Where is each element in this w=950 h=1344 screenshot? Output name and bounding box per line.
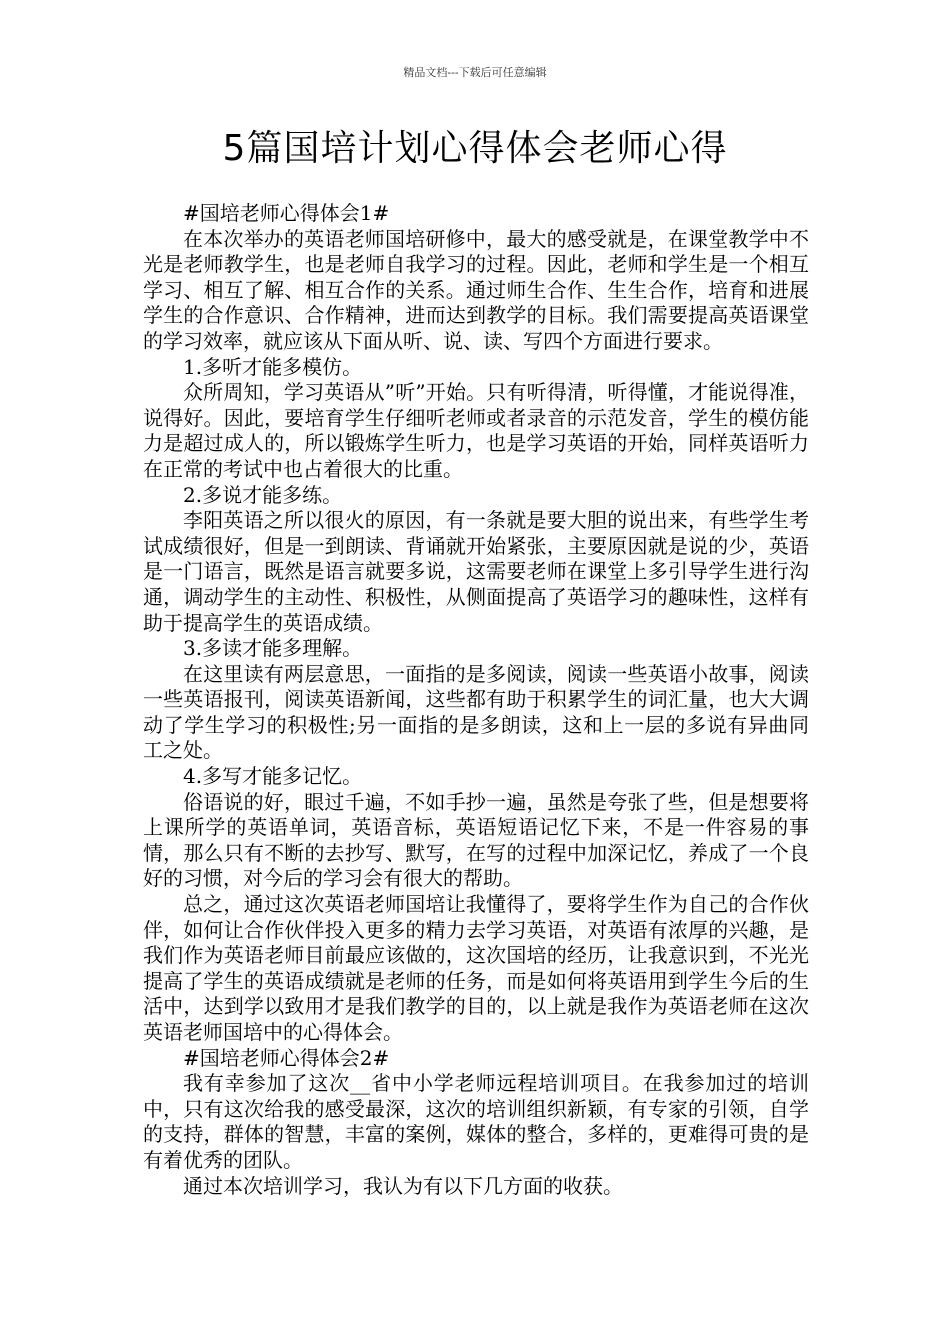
body-paragraph: 我有幸参加了这次__省中小学老师远程培训项目。在我参加过的培训中，只有这次给我的感受最深，这次的培训组织新颖，有专家的引领，自学的支持，群体的智慧，丰富的案例，媒体的整合，多样的，更难得可贵的是有着优秀的团队。	[143, 1071, 809, 1172]
body-paragraph: 李阳英语之所以很火的原因，有一条就是要大胆的说出来，有些学生考试成绩很好，但是一到朗读、背诵就开始紧张，主要原因就是说的少，英语是一门语言，既然是语言就要多说，这需要老师在课堂上多引导学生进行沟通，调动学生的主动性、积极性，从侧面提高了英语学习的趣味性，这样有助于提高学生的英语成绩。	[143, 508, 809, 635]
body-paragraph: 俗语说的好，眼过千遍，不如手抄一遍，虽然是夸张了些，但是想要将上课所学的英语单词，英语音标，英语短语记忆下来，不是一件容易的事情，那么只有不断的去抄写、默写，在写的过程中加深记忆，养成了一个良好的习惯，对今后的学习会有很大的帮助。	[143, 789, 809, 891]
document-title: 5篇国培计划心得体会老师心得	[222, 128, 728, 169]
body-paragraph: 在这里读有两层意思，一面指的是多阅读，阅读一些英语小故事，阅读一些英语报刊，阅读英语新闻，这些都有助于积累学生的词汇量，也大大调动了学生学习的积极性;另一面指的是多朗读，这和上一层的多说有异曲同工之处。	[143, 661, 809, 763]
subheading-writing: 4.多写才能多记忆。	[183, 764, 363, 789]
subheading-listening: 1.多听才能多模仿。	[183, 354, 363, 379]
section-heading-1: #国培老师心得体会1#	[183, 201, 390, 225]
subheading-speaking: 2.多说才能多练。	[183, 482, 343, 507]
header-note: 精品文档---下载后可任意编辑	[403, 66, 547, 79]
body-paragraph: 通过本次培训学习，我认为有以下几方面的收获。	[183, 1173, 623, 1198]
body-paragraph: 总之，通过这次英语老师国培让我懂得了，要将学生作为自己的合作伙伴，如何让合作伙伴投入更多的精力去学习英语，对英语有浓厚的兴趣，是我们作为英语老师目前最应该做的，这次国培的经历，让我意识到，不光光提高了学生的英语成绩就是老师的任务，而是如何将英语用到学生今后的生活中，达到学以致用才是我们教学的目的，以上就是我作为英语老师在这次英语老师国培中的心得体会。	[143, 892, 809, 1044]
body-paragraph: 在本次举办的英语老师国培研修中，最大的感受就是，在课堂教学中不光是老师教学生，也是老师自我学习的过程。因此，老师和学生是一个相互学习、相互了解、相互合作的关系。通过师生合作、生生合作，培育和进展学生的合作意识、合作精神，进而达到教学的目标。我们需要提高英语课堂的学习效率，就应该从下面从听、说、读、写四个方面进行要求。	[143, 226, 809, 353]
section-heading-2: #国培老师心得体会2#	[183, 1045, 390, 1070]
subheading-reading: 3.多读才能多理解。	[183, 636, 363, 661]
document-body	[143, 201, 809, 1199]
body-paragraph: 众所周知，学习英语从”听”开始。只有听得清，听得懂，才能说得准，说得好。因此，要培育学生仔细听老师或者录音的示范发音，学生的模仿能力是超过成人的，所以锻炼学生听力，也是学习英语的开始，同样英语听力在正常的考试中也占着很大的比重。	[143, 380, 809, 481]
